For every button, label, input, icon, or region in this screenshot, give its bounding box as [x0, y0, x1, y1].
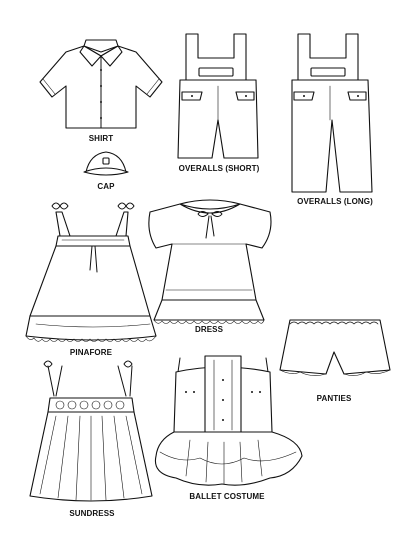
- shirt-label: SHIRT: [88, 134, 114, 143]
- ballet-costume-label: BALLET COSTUME: [189, 492, 265, 501]
- dress-label: DRESS: [194, 325, 224, 334]
- cap-label: CAP: [97, 182, 115, 191]
- dress-illustration: [149, 200, 271, 324]
- shirt-illustration: [40, 40, 162, 128]
- overalls-long-illustration: [292, 34, 372, 192]
- sundress-label: SUNDRESS: [69, 509, 115, 518]
- pinafore-label: PINAFORE: [69, 348, 113, 357]
- overalls-short-label: OVERALLS (SHORT): [178, 164, 260, 173]
- overalls-long-label: OVERALLS (LONG): [297, 197, 373, 206]
- pinafore-illustration: [26, 203, 156, 342]
- panties-illustration: [280, 320, 390, 376]
- ballet-costume-illustration: [155, 356, 302, 485]
- overalls-short-illustration: [178, 34, 258, 158]
- cap-illustration: [84, 152, 128, 175]
- sundress-illustration: [30, 361, 152, 501]
- panties-label: PANTIES: [316, 394, 352, 403]
